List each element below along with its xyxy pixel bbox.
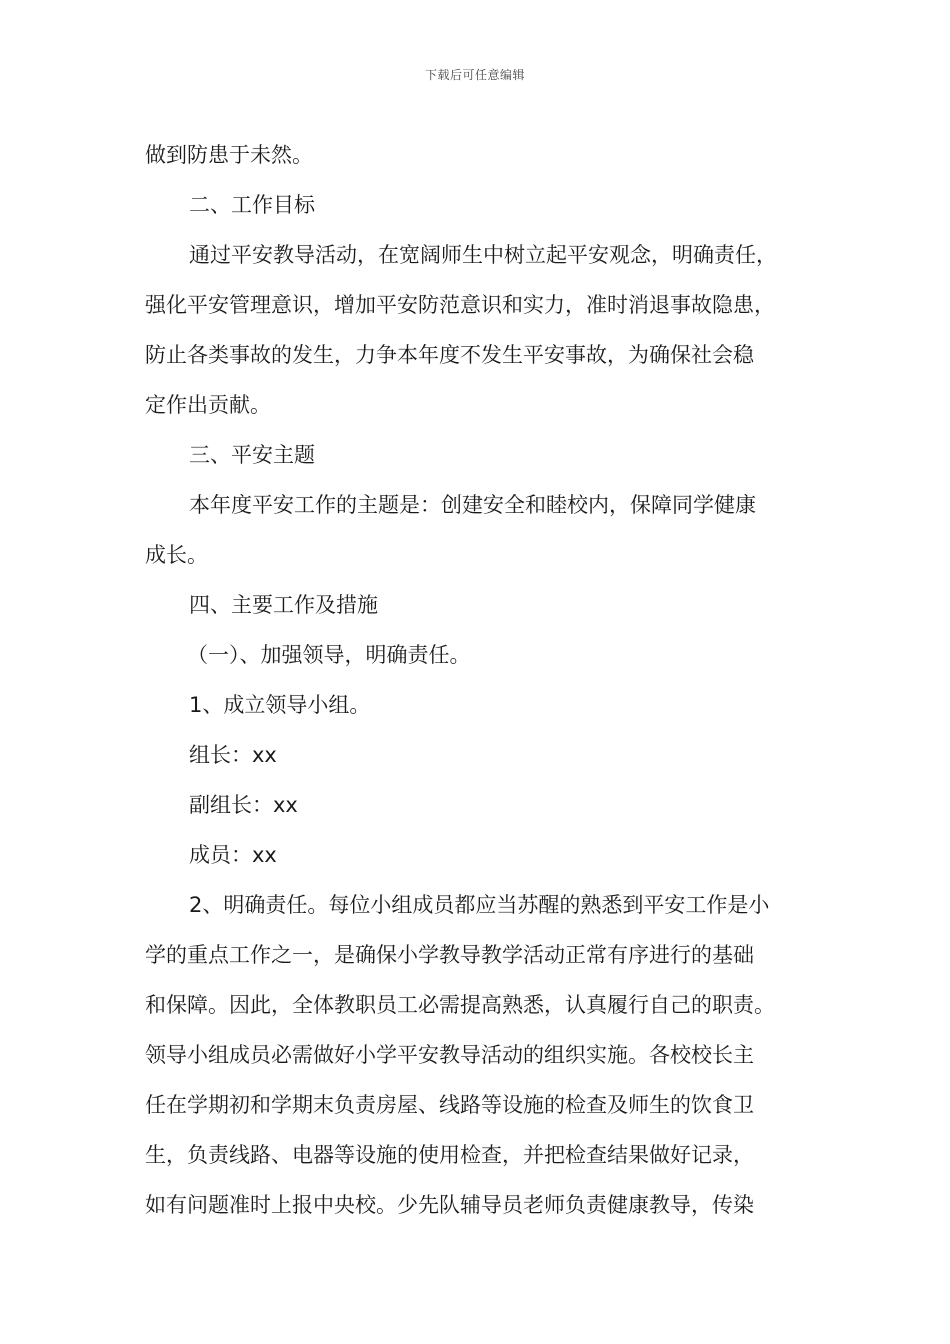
text-line-19: 领导小组成员必需做好小学平安教导活动的组织实施。各校校长主 xyxy=(145,1043,754,1067)
text-line-1: 做到防患于未然。 xyxy=(145,143,313,167)
list-item-1: 1、成立领导小组。 xyxy=(189,693,371,717)
text-line-3: 通过平安教导活动，在宽阔师生中树立起平安观念，明确责任， xyxy=(189,243,777,267)
text-line-5: 防止各类事故的发生，力争本年度不发生平安事故，为确保社会稳 xyxy=(145,343,754,367)
text-line-22: 如有问题准时上报中央校。少先队辅导员老师负责健康教导，传染 xyxy=(145,1193,754,1217)
text-line-18: 和保障。因此，全体教职员工必需提高熟悉，认真履行自己的职责。 xyxy=(145,993,775,1017)
text-line-21: 生，负责线路、电器等设施的使用检查，并把检查结果做好记录， xyxy=(145,1143,754,1167)
text-line-20: 任在学期初和学期末负责房屋、线路等设施的检查及师生的饮食卫 xyxy=(145,1093,754,1117)
text-line-4: 强化平安管理意识，增加平安防范意识和实力，准时消退事故隐患， xyxy=(145,293,775,317)
text-line-8: 本年度平安工作的主题是：创建安全和睦校内，保障同学健康 xyxy=(189,493,756,517)
group-members: 成员：xx xyxy=(189,843,277,867)
deputy-group-leader: 副组长：xx xyxy=(189,793,298,817)
list-item-2: 2、明确责任。每位小组成员都应当苏醒的熟悉到平安工作是小 xyxy=(189,893,770,917)
section-heading-goals: 二、工作目标 xyxy=(189,193,315,217)
text-line-6: 定作出贡献。 xyxy=(145,393,271,417)
document-body xyxy=(145,130,810,1230)
section-heading-theme: 三、平安主题 xyxy=(189,443,315,467)
group-leader: 组长：xx xyxy=(189,743,277,767)
subsection-heading: （一）、加强领导，明确责任。 xyxy=(187,643,471,667)
text-line-9: 成长。 xyxy=(145,543,208,567)
page-header: 下载后可任意编辑 xyxy=(424,68,525,82)
section-heading-measures: 四、主要工作及措施 xyxy=(189,593,378,617)
text-line-17: 学的重点工作之一，是确保小学教导教学活动正常有序进行的基础 xyxy=(145,943,754,967)
